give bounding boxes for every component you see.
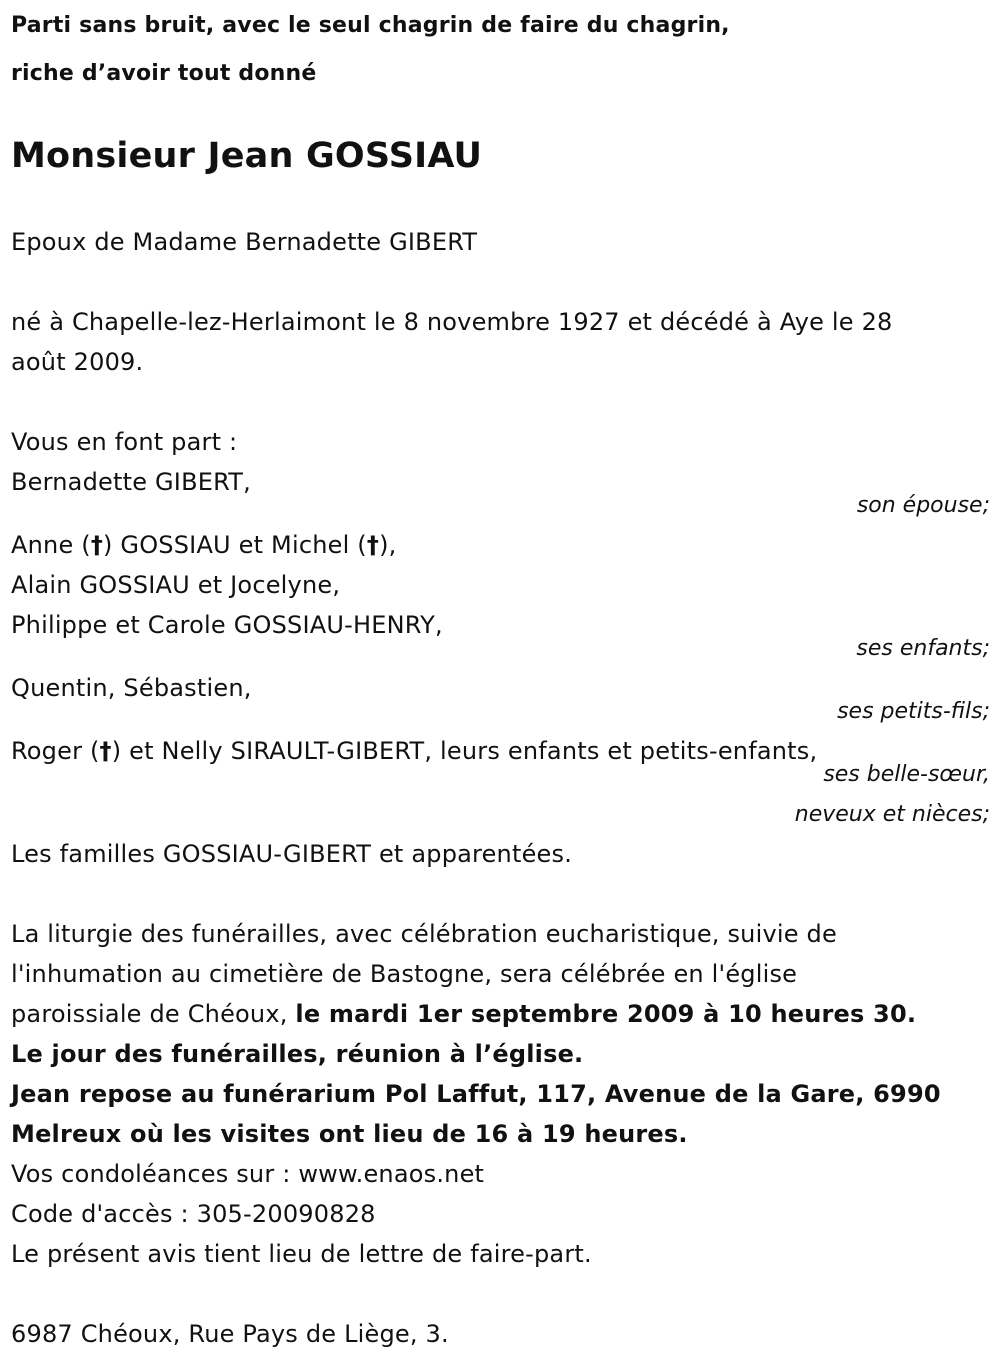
cross-icon: † — [90, 531, 104, 559]
birth-death-line-2: août 2009. — [11, 348, 144, 376]
child-line-1 — [11, 529, 396, 561]
epigraph-line-1: Parti sans bruit, avec le seul chagrin de faire du chagrin, — [11, 13, 730, 38]
child-line-3: Philippe et Carole GOSSIAU-HENRY, — [11, 611, 443, 639]
in-laws-role-2: neveux et nièces; — [794, 802, 990, 827]
child-1-spouse: ) GOSSIAU et Michel ( — [103, 531, 367, 559]
birth-death-line-1: né à Chapelle-lez-Herlaimont le 8 novembre 1927 et décédé à Aye le 28 — [11, 308, 893, 336]
condolences-line: Vos condoléances sur : www.enaos.net — [11, 1160, 485, 1188]
funeral-line-2: l'inhumation au cimetière de Bastogne, sera célébrée en l'église — [11, 960, 798, 988]
announcement-intro: Vous en font part : — [11, 428, 238, 456]
funeral-line-1: La liturgie des funérailles, avec célébration eucharistique, suivie de — [11, 920, 837, 948]
funerarium-line-1: Jean repose au funérarium Pol Laffut, 117, Avenue de la Gare, 6990 — [11, 1080, 941, 1108]
in-law-rest: ) et Nelly SIRAULT-GIBERT, leurs enfants et petits-enfants, — [111, 737, 818, 765]
funeral-date: le mardi 1er septembre 2009 à 10 heures 30. — [295, 1000, 917, 1028]
child-line-2: Alain GOSSIAU et Jocelyne, — [11, 571, 341, 599]
in-law-name: Roger ( — [11, 737, 100, 765]
children-role: ses enfants; — [856, 636, 990, 661]
address-line: 6987 Chéoux, Rue Pays de Liège, 3. — [11, 1320, 449, 1348]
spouse-line: Epoux de Madame Bernadette GIBERT — [11, 228, 478, 256]
grandchildren-role: ses petits-fils; — [837, 699, 990, 724]
epigraph-line-2: riche d’avoir tout donné — [11, 61, 317, 86]
families-line: Les familles GOSSIAU-GIBERT et apparentées. — [11, 840, 573, 868]
access-code-line: Code d'accès : 305-20090828 — [11, 1200, 376, 1228]
child-1-end: ), — [379, 531, 397, 559]
notice-line: Le présent avis tient lieu de lettre de faire-part. — [11, 1240, 592, 1268]
in-laws-line — [11, 735, 817, 767]
in-laws-role-1: ses belle-sœur, — [823, 762, 990, 787]
funeral-church: paroissiale de Chéoux, — [11, 1000, 296, 1028]
funeral-line-3 — [11, 998, 916, 1030]
deceased-name: Monsieur Jean GOSSIAU — [11, 136, 483, 176]
cross-icon: † — [366, 531, 380, 559]
grandchildren-names: Quentin, Sébastien, — [11, 674, 252, 702]
child-1-name: Anne ( — [11, 531, 91, 559]
spouse-role: son épouse; — [856, 493, 990, 518]
spouse-name: Bernadette GIBERT, — [11, 468, 251, 496]
cross-icon: † — [99, 737, 112, 765]
funerarium-line-2: Melreux où les visites ont lieu de 16 à 19 heures. — [11, 1120, 688, 1148]
funeral-meeting: Le jour des funérailles, réunion à l’église. — [11, 1040, 584, 1068]
